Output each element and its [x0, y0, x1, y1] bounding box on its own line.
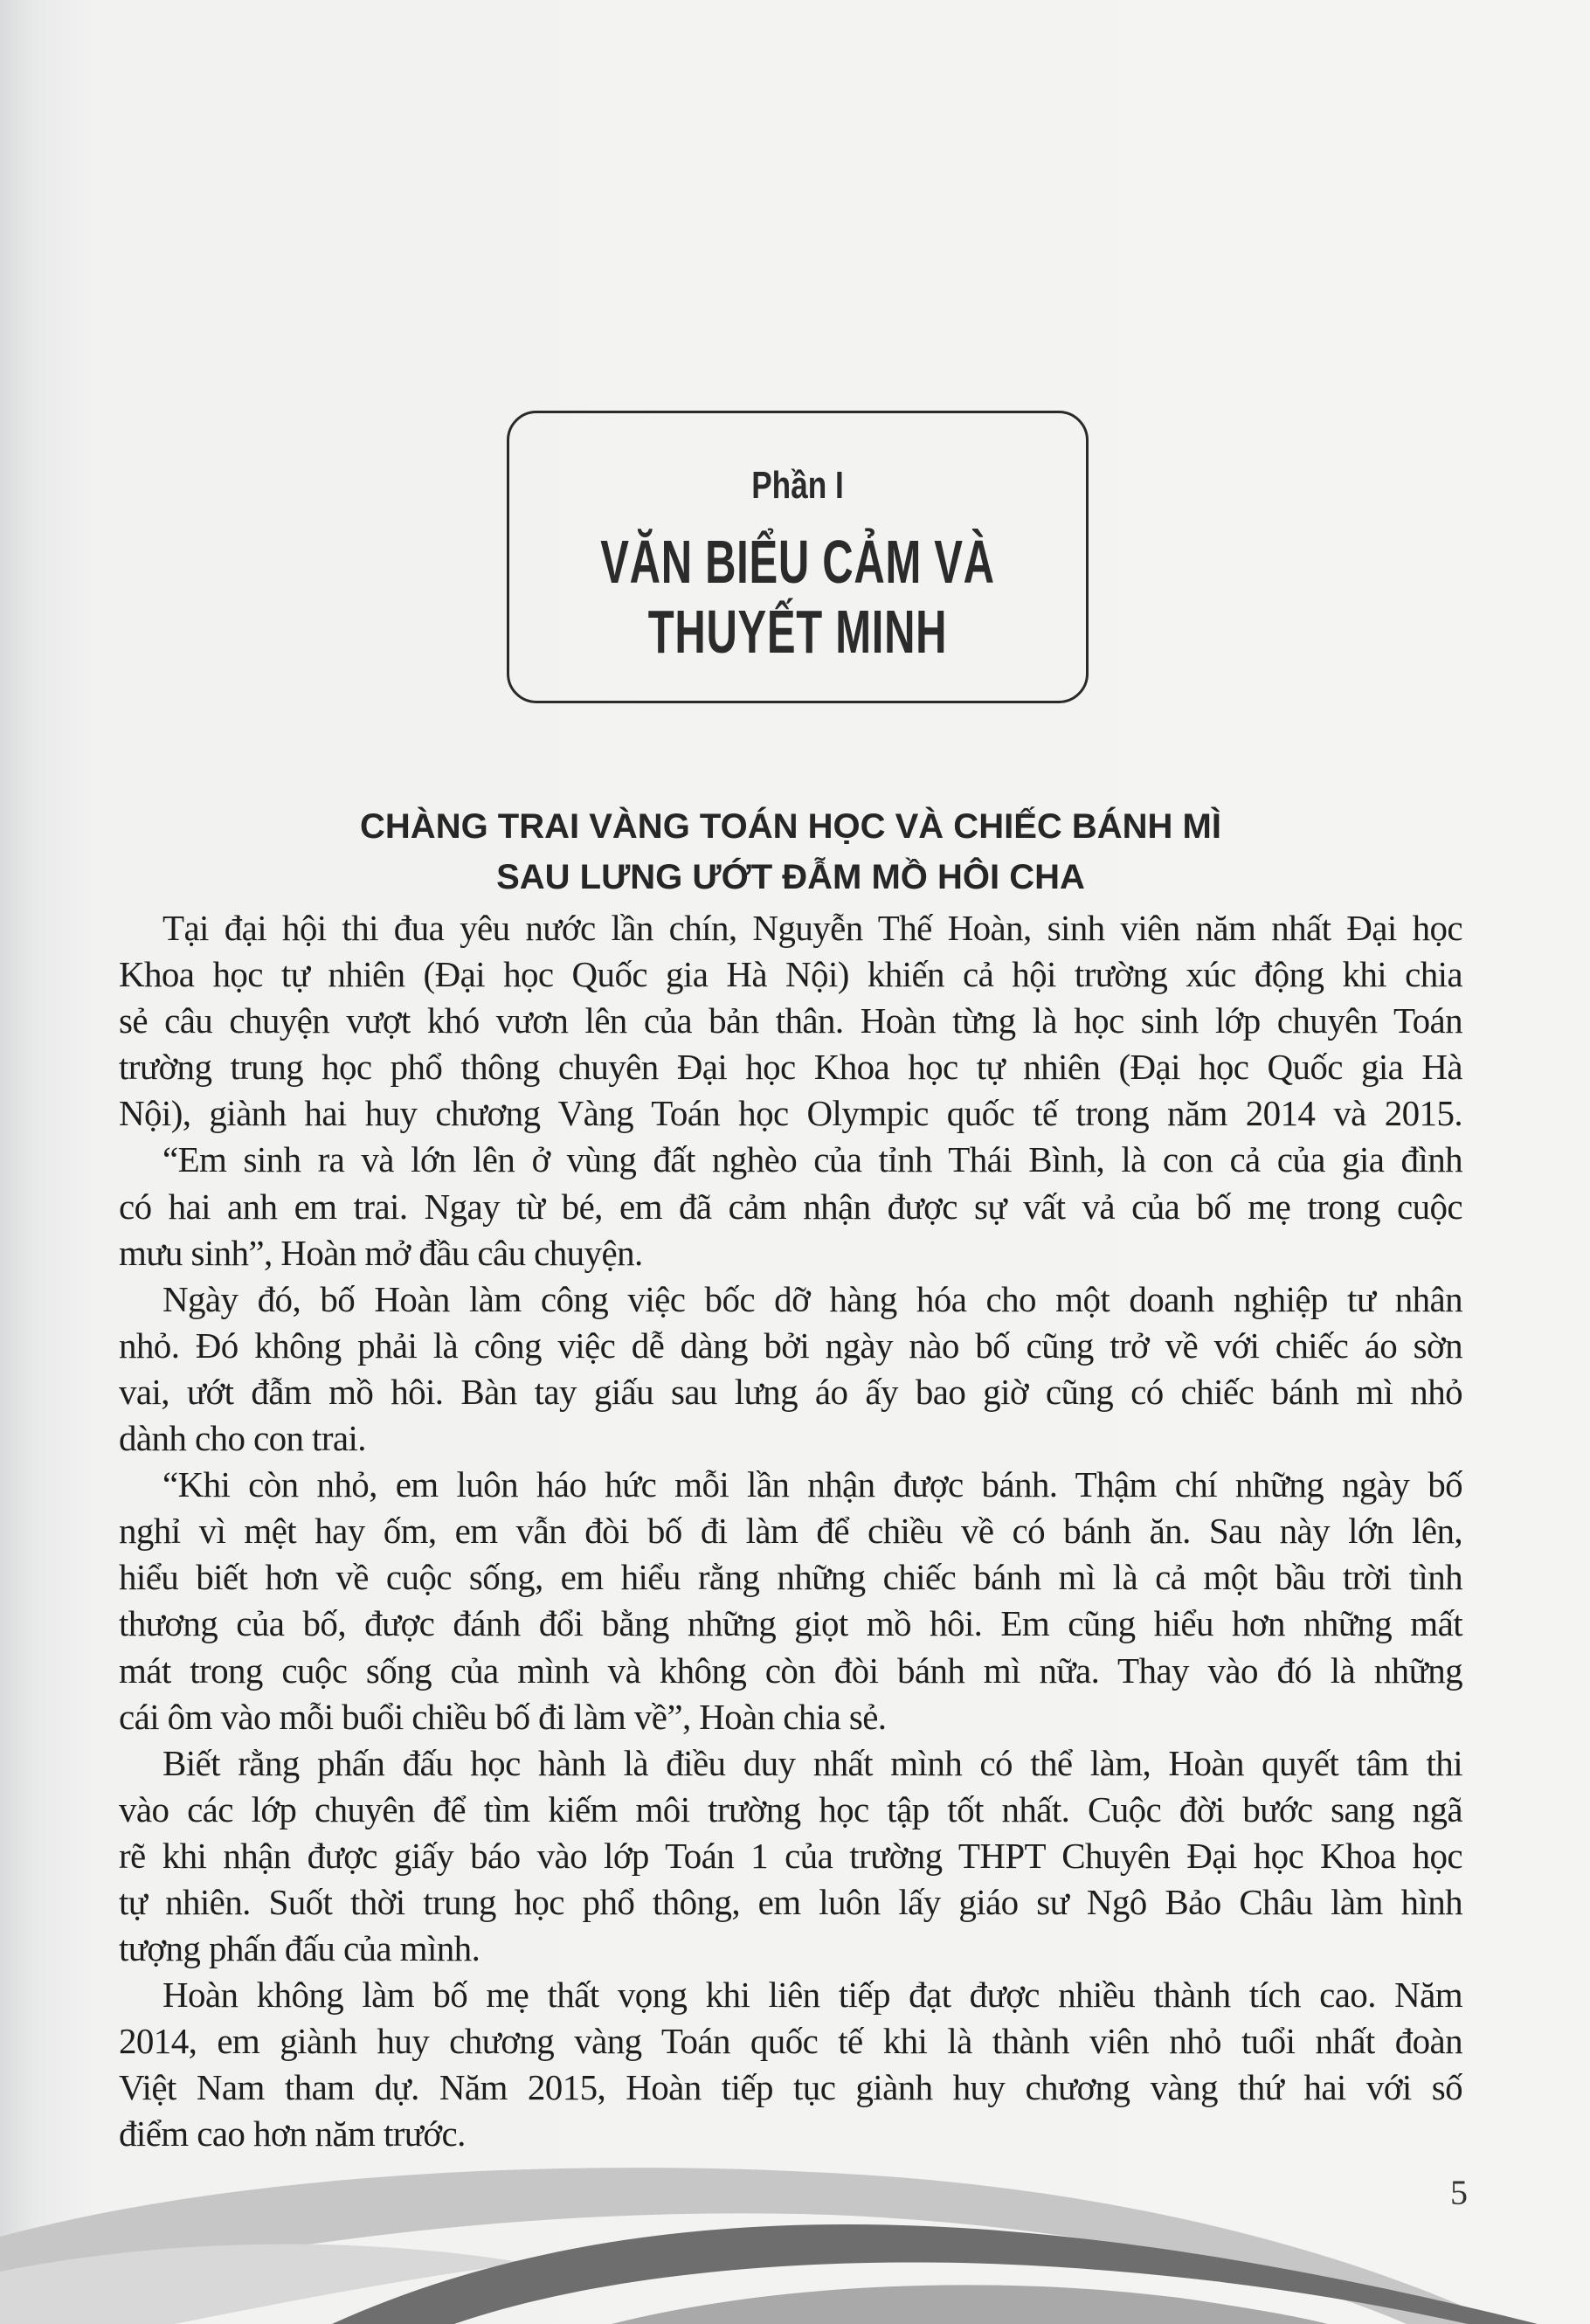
text-line: Tại đại hội thi đua yêu nước lần chín, Nguyễn Thế Hoàn, sinh viên năm nhất Đại học — [162, 908, 1462, 948]
text-line: dành cho con trai. — [119, 1418, 366, 1459]
swoosh-mid-band — [612, 2285, 1328, 2324]
paragraph — [119, 1276, 1462, 1462]
text-line: Khoa học tự nhiên (Đại học Quốc gia Hà Nội) khiến cả hội trường xúc động khi chia — [119, 954, 1462, 995]
text-line: Việt Nam tham dự. Năm 2015, Hoàn tiếp tục giành huy chương vàng thứ hai với số — [119, 2067, 1462, 2108]
paragraph — [119, 905, 1462, 1137]
text-line: hiểu biết hơn về cuộc sống, em hiểu rằng những chiếc bánh mì là cả một bầu trời tình — [119, 1557, 1462, 1598]
text-line: có hai anh em trai. Ngay từ bé, em đã cảm nhận được sự vất vả của bố mẹ trong cuộc — [119, 1186, 1462, 1227]
paragraph — [119, 1740, 1462, 1972]
text-line: 2014, em giành huy chương vàng Toán quốc tế khi là thành viên nhỏ tuổi nhất đoàn — [119, 2021, 1462, 2062]
text-line: tự nhiên. Suốt thời trung học phổ thông, em luôn lấy giáo sư Ngô Bảo Châu làm hình — [119, 1881, 1462, 1922]
text-line: mưu sinh”, Hoàn mở đầu câu chuyện. — [119, 1232, 643, 1273]
article-body — [119, 905, 1462, 2158]
text-line: rẽ khi nhận được giấy báo vào lớp Toán 1 của trường THPT Chuyên Đại học Khoa học — [119, 1835, 1462, 1876]
part-title-box — [507, 411, 1089, 703]
article-heading-line: SAU LƯNG ƯỚT ĐẪM MỒ HÔI CHA — [496, 858, 1085, 896]
paragraph — [119, 1462, 1462, 1740]
text-line: “Em sinh ra và lớn lên ở vùng đất nghèo của tỉnh Thái Bình, là con cả của gia đình — [162, 1139, 1462, 1180]
article-heading-line: CHÀNG TRAI VÀNG TOÁN HỌC VÀ CHIẾC BÁNH MÌ — [360, 807, 1221, 846]
text-line: cái ôm vào mỗi buổi chiều bố đi làm về”, Hoàn chia sẻ. — [119, 1696, 887, 1737]
text-line: vào các lớp chuyên để tìm kiếm môi trường học tập tốt nhất. Cuộc đời bước sang ngã — [119, 1788, 1462, 1829]
paragraph — [119, 1972, 1462, 2157]
text-line: điểm cao hơn năm trước. — [119, 2113, 466, 2155]
text-line: trường trung học phổ thông chuyên Đại học Khoa học tự nhiên (Đại học Quốc gia Hà — [119, 1047, 1462, 1088]
paragraph — [119, 1137, 1462, 1276]
text-line: Biết rằng phấn đấu học hành là điều duy nhất mình có thể làm, Hoàn quyết tâm thi — [162, 1742, 1462, 1783]
text-line: tượng phấn đấu của mình. — [119, 1928, 480, 1969]
text-line: mát trong cuộc sống của mình và không còn đòi bánh mì nữa. Thay vào đó là những — [119, 1650, 1462, 1691]
text-line: “Khi còn nhỏ, em luôn háo hức mỗi lần nhận được bánh. Thậm chí những ngày bố — [162, 1464, 1462, 1505]
text-line: Nội), giành hai huy chương Vàng Toán học Olympic quốc tế trong năm 2014 và 2015. — [119, 1093, 1462, 1134]
text-line: sẻ câu chuyện vượt khó vươn lên của bản thân. Hoàn từng là học sinh lớp chuyên Toán — [119, 1000, 1462, 1041]
part-title-line: VĂN BIỂU CẢM VÀ — [600, 528, 995, 596]
part-title-line: THUYẾT MINH — [647, 598, 948, 666]
part-label: Phần I — [751, 464, 844, 507]
text-line: nhỏ. Đó không phải là công việc dễ dàng bởi ngày nào bố cũng trở về với chiếc áo sờn — [119, 1325, 1462, 1366]
page-number: 5 — [1450, 2173, 1468, 2212]
text-line: vai, ướt đẫm mồ hôi. Bàn tay giấu sau lưng áo ấy bao giờ cũng có chiếc bánh mì nhỏ — [119, 1371, 1462, 1412]
text-line: nghỉ vì mệt hay ốm, em vẫn đòi bố đi làm để chiều về có bánh ăn. Sau này lớn lên, — [119, 1511, 1462, 1552]
text-line: Hoàn không làm bố mẹ thất vọng khi liên tiếp đạt được nhiều thành tích cao. Năm — [162, 1975, 1462, 2016]
text-line: thương của bố, được đánh đổi bằng những giọt mồ hôi. Em cũng hiểu hơn những mất — [119, 1603, 1462, 1644]
text-line: Ngày đó, bố Hoàn làm công việc bốc dỡ hàng hóa cho một doanh nghiệp tư nhân — [162, 1278, 1462, 1319]
